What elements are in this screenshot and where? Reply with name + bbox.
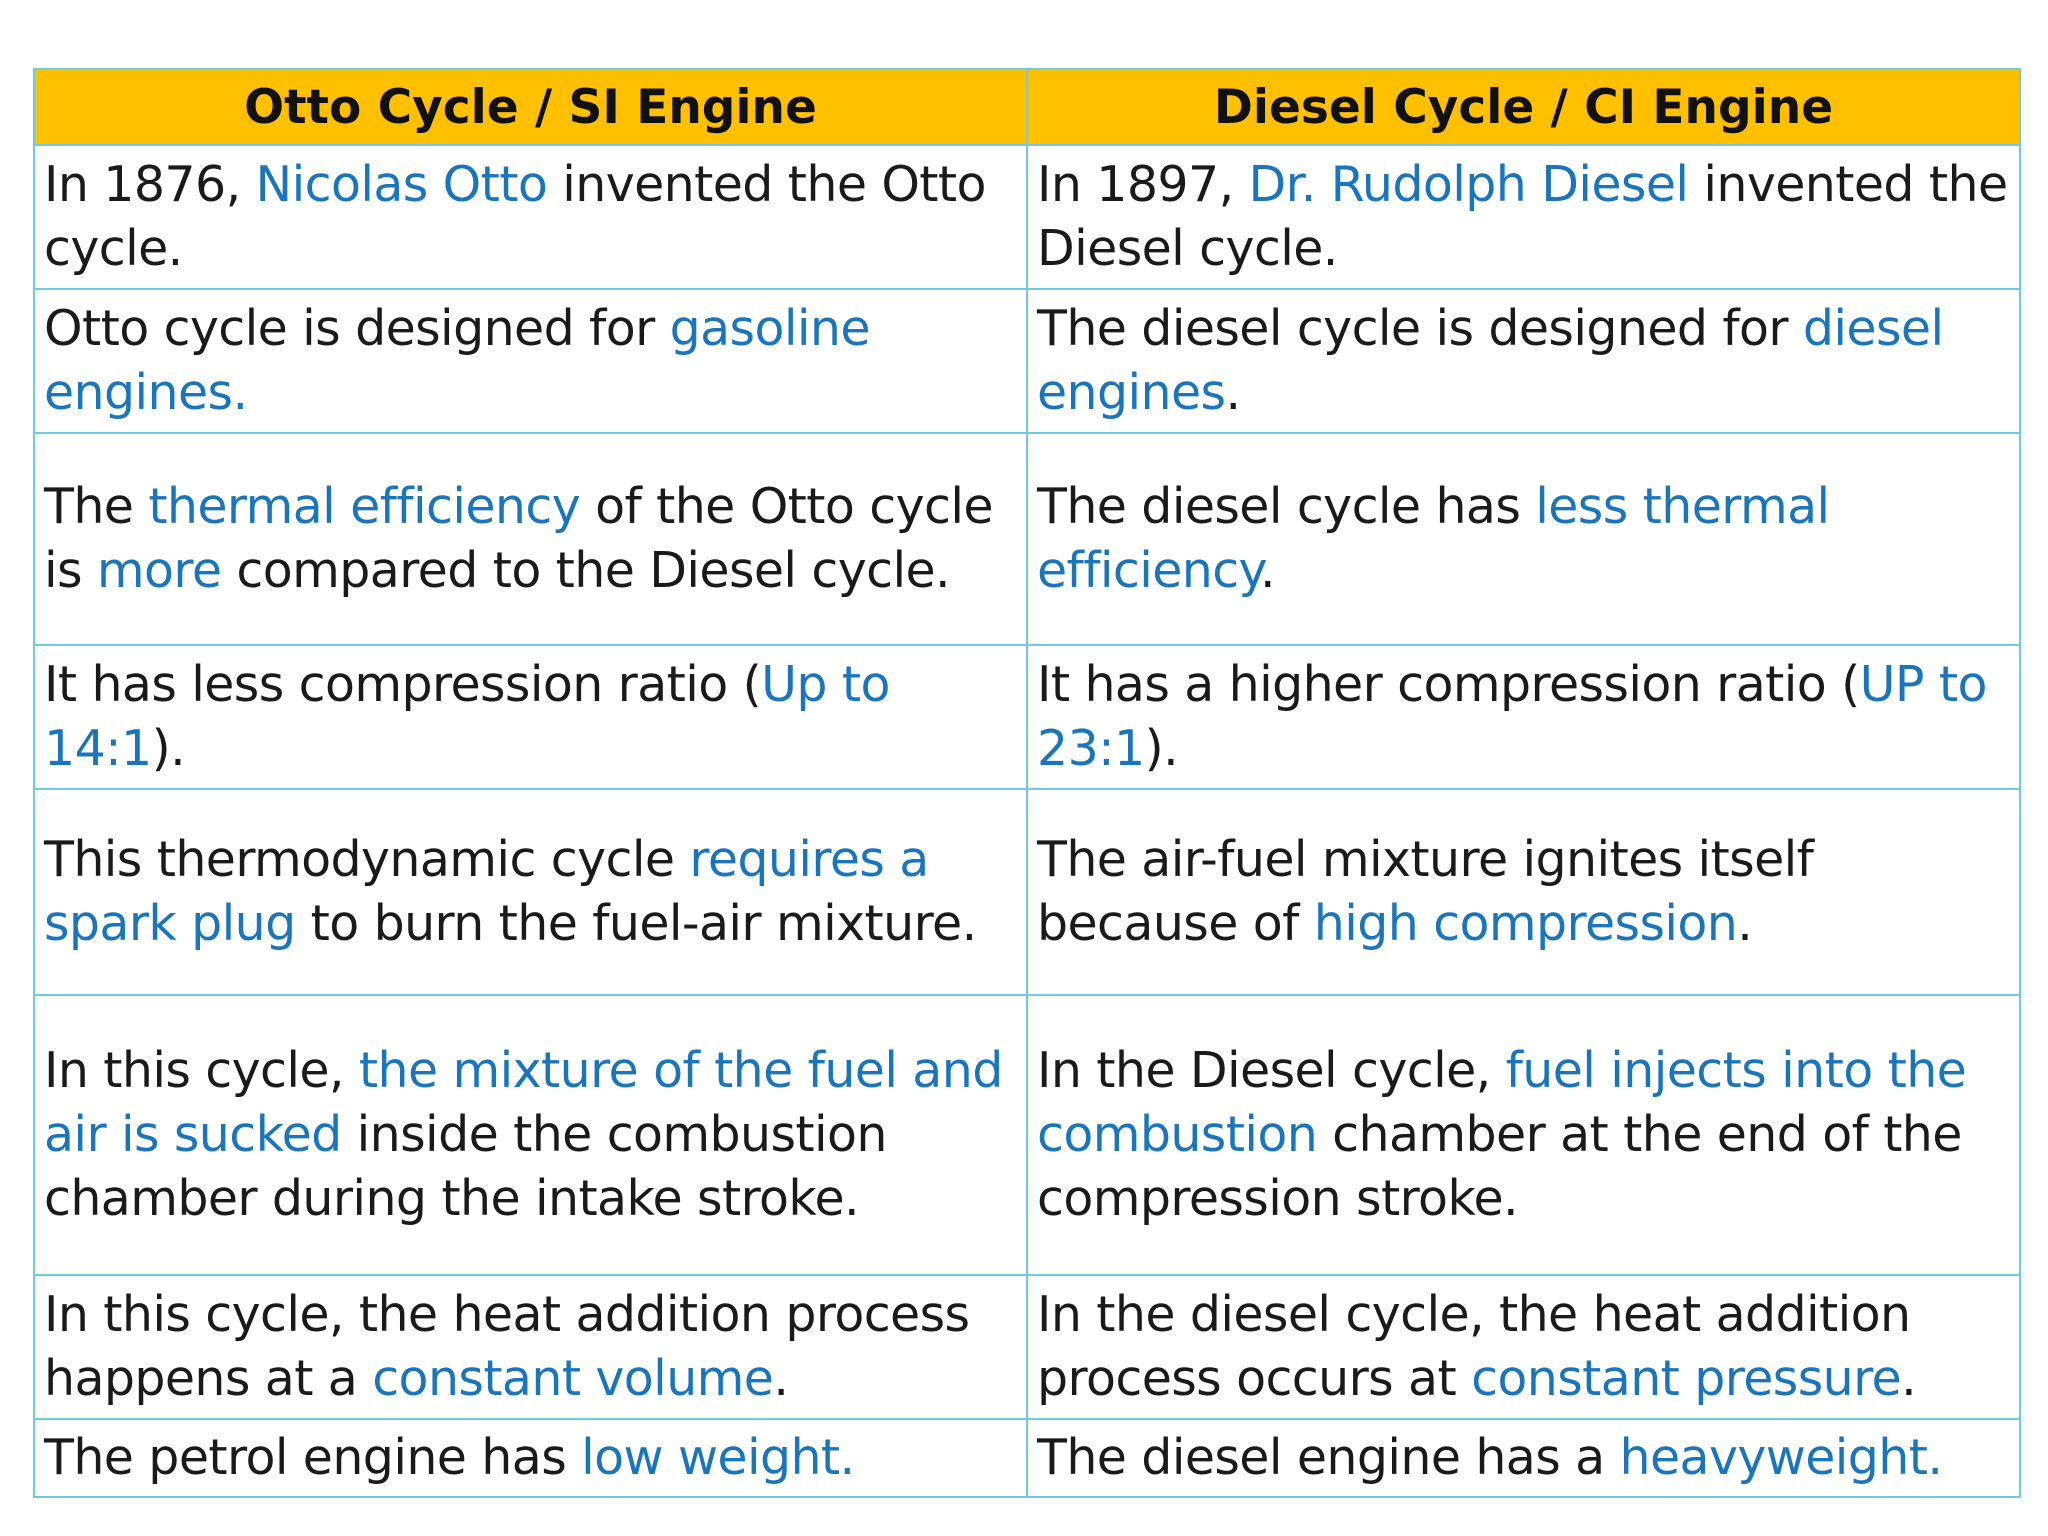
highlight-text: gasoline engines. bbox=[44, 300, 870, 421]
text: The bbox=[44, 478, 149, 535]
highlight-text: high compression bbox=[1313, 895, 1738, 952]
text: Otto cycle is designed for bbox=[44, 300, 670, 357]
cell-otto-fuel-intake bbox=[34, 995, 1027, 1275]
cell-diesel-inventor bbox=[1027, 145, 2020, 289]
text: ). bbox=[151, 720, 186, 777]
table-row-ignition bbox=[34, 789, 2020, 995]
table-row-inventor bbox=[34, 145, 2020, 289]
text: In 1876, bbox=[44, 156, 256, 213]
highlight-text: requires a spark plug bbox=[44, 831, 929, 952]
header-otto-cycle: Otto Cycle / SI Engine bbox=[34, 69, 1027, 145]
table-row-heat-addition bbox=[34, 1275, 2020, 1419]
table-row-weight bbox=[34, 1419, 2020, 1497]
text: . bbox=[1259, 542, 1275, 599]
table-header bbox=[34, 69, 2020, 145]
text: The diesel engine has a bbox=[1037, 1429, 1620, 1486]
text: . bbox=[1225, 364, 1241, 421]
text: inside the combustion chamber during the intake stroke. bbox=[44, 1106, 887, 1227]
highlight-text: Up to 14:1 bbox=[44, 656, 890, 777]
cell-otto-thermal-efficiency bbox=[34, 433, 1027, 645]
text: invented the Otto cycle. bbox=[44, 156, 986, 277]
cell-otto-engine-type bbox=[34, 289, 1027, 433]
cell-diesel-ignition bbox=[1027, 789, 2020, 995]
highlight-text: constant pressure bbox=[1471, 1350, 1902, 1407]
cell-otto-weight bbox=[34, 1419, 1027, 1497]
highlight-text: more bbox=[96, 542, 222, 599]
table-row-engine-type bbox=[34, 289, 2020, 433]
text: . bbox=[1901, 1350, 1917, 1407]
highlight-text: UP to 23:1 bbox=[1037, 656, 1987, 777]
highlight-text: thermal efficiency bbox=[148, 478, 581, 535]
highlight-text: low weight. bbox=[581, 1429, 855, 1486]
table-row-compression-ratio bbox=[34, 645, 2020, 789]
cell-diesel-weight bbox=[1027, 1419, 2020, 1497]
cell-diesel-thermal-efficiency bbox=[1027, 433, 2020, 645]
cell-otto-ignition bbox=[34, 789, 1027, 995]
highlight-text: heavyweight. bbox=[1619, 1429, 1943, 1486]
text: . bbox=[1737, 895, 1753, 952]
highlight-text: the mixture of the fuel and air is sucked bbox=[44, 1042, 1003, 1163]
table-body bbox=[34, 145, 2020, 1497]
text: The air-fuel mixture ignites itself because of bbox=[1037, 831, 1814, 952]
text: of the Otto cycle is bbox=[44, 478, 993, 599]
text: In the diesel cycle, the heat addition process occurs at bbox=[1037, 1286, 1911, 1407]
text: In 1897, bbox=[1037, 156, 1249, 213]
highlight-text: less thermal efficiency bbox=[1037, 478, 1830, 599]
text: In this cycle, the heat addition process happens at a bbox=[44, 1286, 970, 1407]
highlight-text: fuel injects into the combustion bbox=[1037, 1042, 1967, 1163]
text: The petrol engine has bbox=[44, 1429, 582, 1486]
cell-diesel-heat-addition bbox=[1027, 1275, 2020, 1419]
text: to burn the fuel-air mixture. bbox=[295, 895, 977, 952]
text: invented the Diesel cycle. bbox=[1037, 156, 2008, 277]
text: . bbox=[773, 1350, 789, 1407]
text: ). bbox=[1144, 720, 1179, 777]
text: chamber at the end of the compression stroke. bbox=[1037, 1106, 1962, 1227]
text: It has a higher compression ratio ( bbox=[1037, 656, 1860, 713]
text: This thermodynamic cycle bbox=[44, 831, 690, 888]
text: It has less compression ratio ( bbox=[44, 656, 762, 713]
cell-diesel-fuel-intake bbox=[1027, 995, 2020, 1275]
text: In this cycle, bbox=[44, 1042, 359, 1099]
text: compared to the Diesel cycle. bbox=[221, 542, 951, 599]
comparison-table bbox=[33, 68, 2021, 1498]
table-row-thermal-efficiency bbox=[34, 433, 2020, 645]
cell-diesel-compression-ratio bbox=[1027, 645, 2020, 789]
header-diesel-cycle: Diesel Cycle / CI Engine bbox=[1027, 69, 2020, 145]
header-row bbox=[34, 69, 2020, 145]
highlight-text: Dr. Rudolph Diesel bbox=[1248, 156, 1689, 213]
highlight-text: diesel engines bbox=[1037, 300, 1944, 421]
cell-otto-compression-ratio bbox=[34, 645, 1027, 789]
highlight-text: constant volume bbox=[372, 1350, 774, 1407]
cell-diesel-engine-type bbox=[1027, 289, 2020, 433]
cell-otto-inventor bbox=[34, 145, 1027, 289]
highlight-text: Nicolas Otto bbox=[255, 156, 548, 213]
text: The diesel cycle is designed for bbox=[1037, 300, 1803, 357]
text: The diesel cycle has bbox=[1037, 478, 1536, 535]
text: In the Diesel cycle, bbox=[1037, 1042, 1506, 1099]
cell-otto-heat-addition bbox=[34, 1275, 1027, 1419]
table-row-fuel-intake bbox=[34, 995, 2020, 1275]
